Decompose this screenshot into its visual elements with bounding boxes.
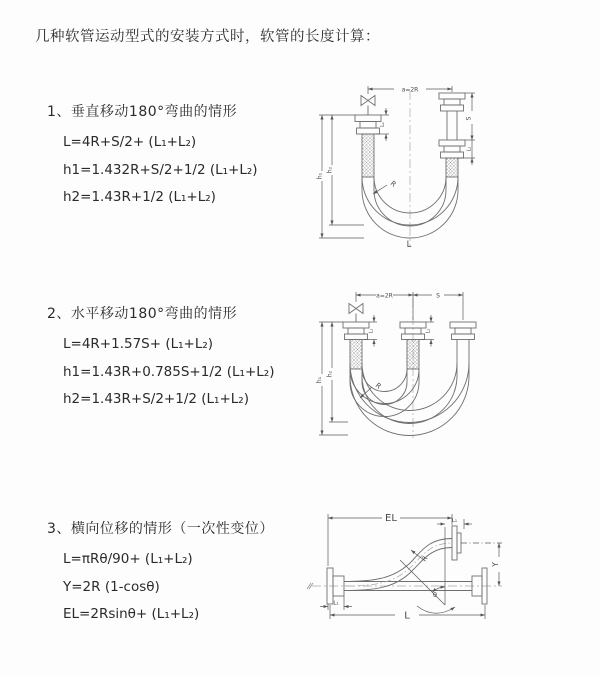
radius-label: R [373,381,383,391]
braided-hose [362,134,374,177]
left-fitting [343,322,369,340]
length-label: L [406,240,412,250]
dim-label-h2: h₂ [326,370,334,378]
radius-label: R [388,179,398,189]
section-2-heading: 2、水平移动180°弯曲的情形 [47,306,238,322]
length-label: L [404,610,410,622]
upper-flange [452,526,461,560]
dim-label-fitting-left: L₁ [333,600,339,607]
y-label: Y [491,562,500,567]
section-lateral-displacement [47,519,274,629]
dim-label-h2: h₂ [326,166,334,174]
formula-line: h1=1.432R+S/2+1/2 (L₁+L₂) [63,161,258,178]
dim-label-fitting-left: L₁ [368,328,375,334]
formula-line: Y=2R (1-cosθ) [63,578,160,595]
section-horizontal-movement [47,304,274,414]
fixed-point-icon [361,96,375,116]
formula-line: L=πRθ/90+ (L₁+L₂) [63,551,193,567]
diagram-vertical-180-bend [300,75,555,255]
diagram-horizontal-180-bend [298,283,588,463]
el-label: EL [385,513,397,524]
dim-label-span: a=2R [401,86,419,94]
formula-line: L=4R+1.57S+ (L₁+L₂) [63,336,214,352]
u-bend-narrow [350,369,419,404]
left-fitting [355,115,381,134]
dim-label-fitting-right: L₂ [466,146,473,152]
dim-label-fitting-top: L₁ [451,518,458,524]
dimensions [320,514,502,619]
hose-assembly [343,304,476,436]
section-vertical-movement [47,102,258,212]
u-bend-narrow-2 [350,382,419,417]
diagram-lateral-displacement [300,498,600,663]
section-1-heading: 1、垂直移动180°弯曲的情形 [47,104,238,120]
dim-label-h1: h₁ [316,172,324,180]
displaced-hose-edge [344,539,452,582]
right-fitting-lower [439,140,465,158]
dim-label-travel: S [436,292,440,300]
theta-label: θ [433,591,437,599]
braided-hose [407,340,419,370]
displaced-hose-edge [344,548,452,591]
braided-hose [350,340,362,370]
radius-label: R [420,554,430,564]
page-title: 几种软管运动型式的安装方式时，软管的长度计算： [35,29,380,45]
braided-hose [446,158,458,177]
fixed-point-icon [349,304,363,323]
dim-label-fitting-left: L₁ [380,122,386,127]
formula-line: h2=1.43R+1/2 (L₁+L₂) [63,189,216,205]
dim-label-fitting-mid: L₂ [425,328,432,334]
formula-line: h1=1.43R+0.785S+1/2 (L₁+L₂) [63,363,275,380]
section-3-heading: 3、横向位移的情形（一次性变位） [47,521,274,537]
hose-centerline [344,543,452,586]
dim-label-travel: S [465,116,473,121]
hose-assembly [327,526,487,604]
right-fitting [450,322,476,340]
dim-label-h1: h₁ [316,376,323,384]
formula-line: EL=2Rsinθ+ (L₁+L₂) [63,606,200,622]
formula-line: h2=1.43R+S/2+1/2 (L₁+L₂) [63,391,249,407]
right-fitting-upper [439,93,465,111]
formula-line: L=4R+S/2+ (L₁+L₂) [63,134,197,150]
dim-label-span: a=2R [376,292,393,300]
